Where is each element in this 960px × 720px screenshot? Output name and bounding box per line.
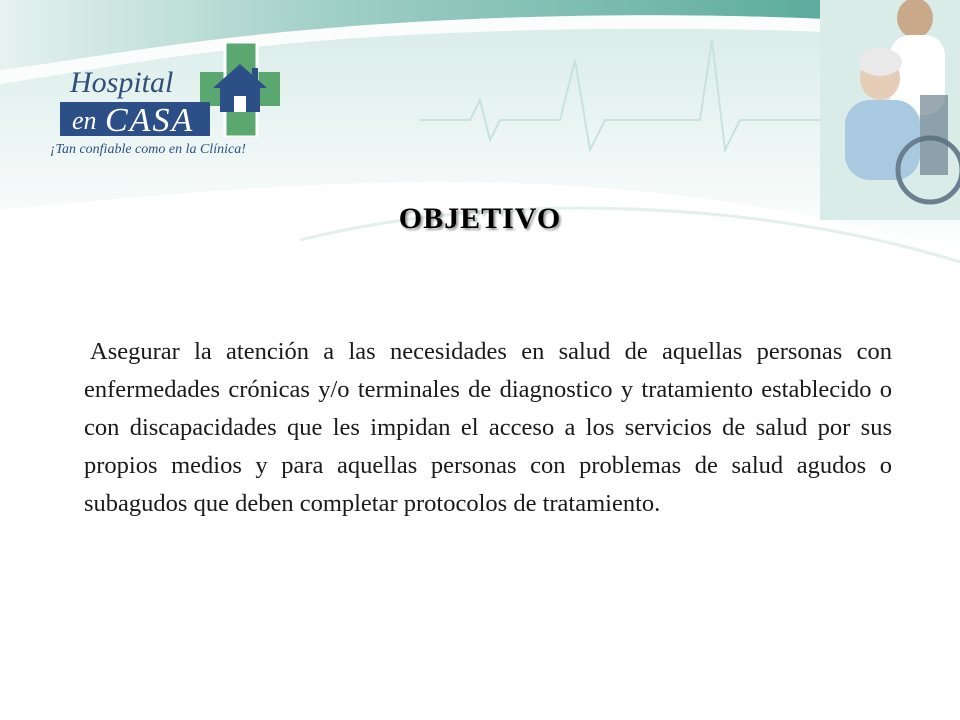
objective-paragraph: Asegurar la atención a las necesidades en salud de aquellas personas con enfermedades crónicas y/o terminales de diagnostico y tratamiento establecido o con discapacidades que les impidan el acceso a los servicios de salud por sus propios medios y para aquellas personas con problemas de salud agudos o subagudos que deben completar protocolos de tratamiento. <box>84 337 892 517</box>
logo-word-casa: CASA <box>105 102 195 139</box>
patient-nurse-photo <box>820 0 960 220</box>
logo-tagline: ¡Tan confiable como en la Clínica! <box>50 142 246 157</box>
cross-house-icon <box>200 42 280 137</box>
logo-word-hospital: Hospital <box>70 66 174 99</box>
hospital-en-casa-logo <box>50 38 290 168</box>
logo-word-en: en <box>72 106 97 135</box>
slide-title: OBJETIVO <box>398 202 562 235</box>
